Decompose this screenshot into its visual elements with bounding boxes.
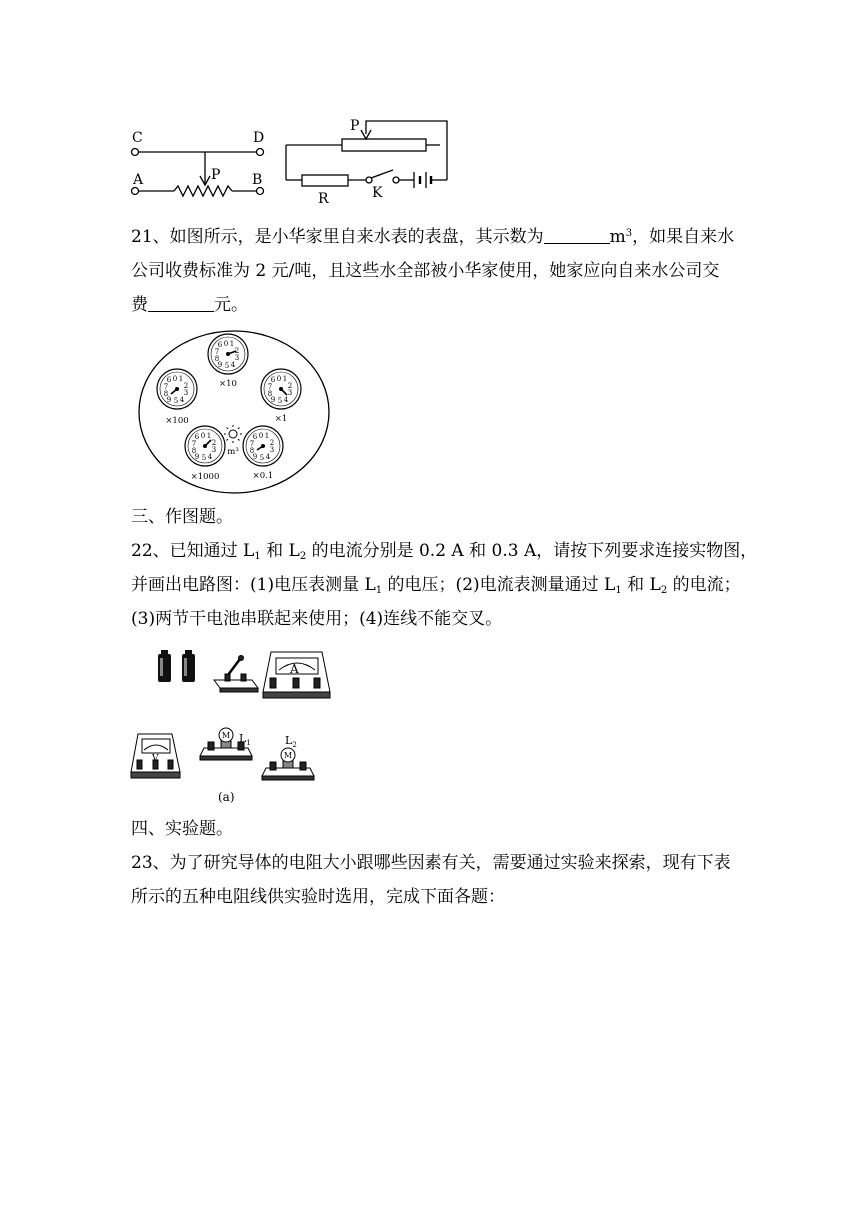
dial-digit: 6	[166, 376, 172, 384]
multiplier-x10: ×10	[219, 379, 237, 389]
q22-line2: 并画出电路图：(1)电压表测量 $L_1$ 的电压；(2)电流表测量通过 $L_1$ 和 $L_2$ 的电流；	[131, 575, 741, 596]
label-a: A	[133, 172, 144, 188]
dial-digit: 5	[224, 362, 230, 370]
dial-digit: 0	[276, 375, 282, 383]
q21-line1: 21、如图所示，是小华家里自来水表的表盘，其示数为 $m^3$，如果自来水	[131, 227, 735, 247]
dial-digit: 5	[259, 454, 265, 462]
dial-x1000	[185, 426, 225, 466]
l2-label: $L_2$	[285, 734, 297, 749]
dial-digit: 7	[214, 348, 220, 356]
label-r: R	[318, 191, 329, 207]
dial-x10	[208, 334, 248, 374]
dial-digit: 4	[179, 396, 185, 404]
dial-digit: 5	[201, 454, 207, 462]
dial-digit: 4	[283, 396, 289, 404]
dial-digit: 4	[265, 453, 271, 461]
dial-digit: 1	[264, 432, 270, 440]
dial-digit: 8	[214, 355, 220, 363]
label-c: C	[132, 130, 143, 146]
switch-icon	[214, 656, 258, 693]
label-p-right: P	[350, 118, 360, 134]
dial-digit: 5	[277, 397, 283, 405]
dial-digit: 3	[211, 446, 217, 454]
dial-digit: 3	[287, 389, 293, 397]
dial-digit: 8	[249, 447, 255, 455]
answer-blank-volume[interactable]	[544, 227, 610, 244]
meter-unit: m³	[227, 447, 239, 457]
dial-digit: 6	[252, 433, 258, 441]
l1-label: $L_1$	[239, 732, 251, 747]
dial-digit: 4	[230, 361, 236, 369]
q22-line3: (3)两节干电池串联起来使用；(4)连线不能交叉。	[131, 609, 503, 629]
dial-digit: 6	[217, 341, 223, 349]
dial-x100	[157, 369, 197, 409]
dial-digit: 7	[267, 383, 273, 391]
q23-line1: 23、为了研究导体的电阻大小跟哪些因素有关，需要通过实验来探索，现有下表	[131, 853, 731, 873]
dial-digit: 0	[223, 340, 229, 348]
multiplier-x1000: ×1000	[190, 472, 220, 482]
answer-blank-fee[interactable]	[148, 295, 214, 312]
label-d: D	[253, 130, 265, 146]
dial-digit: 0	[200, 432, 206, 440]
dial-digit: 9	[217, 361, 223, 369]
dial-digit: 0	[258, 432, 264, 440]
battery-icon	[182, 650, 195, 682]
dial-digit: 1	[178, 375, 184, 383]
multiplier-x1: ×1	[274, 414, 288, 424]
battery-icon	[158, 650, 171, 682]
dial-digit: 2	[287, 382, 293, 390]
dial-digit: 6	[194, 433, 200, 441]
dial-digit: 0	[172, 375, 178, 383]
dial-digit: 5	[173, 397, 179, 405]
dial-digit: 2	[183, 382, 189, 390]
dial-digit: 7	[191, 440, 197, 448]
multiplier-x01: ×0.1	[252, 471, 274, 481]
dial-x1	[261, 369, 301, 409]
dial-digit: 9	[194, 453, 200, 461]
dial-x01	[243, 426, 283, 466]
voltmeter-letter: V	[152, 754, 159, 764]
dial-digit: 1	[282, 375, 288, 383]
figure-caption: (a)	[218, 790, 235, 804]
dial-digit: 3	[234, 354, 240, 362]
dial-digit: 1	[206, 432, 212, 440]
label-b: B	[252, 172, 263, 188]
q23-line2: 所示的五种电阻线供实验时选用，完成下面各题：	[131, 887, 505, 907]
ammeter-letter: A	[290, 662, 299, 676]
q21-line3: 费 元。	[131, 295, 248, 315]
dial-digit: 3	[269, 446, 275, 454]
circuit-components-figure	[128, 644, 338, 804]
dial-digit: 2	[234, 347, 240, 355]
dial-digit: 7	[249, 440, 255, 448]
water-meter-figure	[136, 328, 332, 496]
q22-line1: 22、已知通过 $L_1$ 和 $L_2$ 的电流分别是 0.2 A 和 0.3 A，请按下列要求连接实物图，	[131, 541, 758, 562]
q21-line2: 公司收费标准为 2 元/吨，且这些水全部被小华家使用，她家应向自来水公司交	[131, 261, 720, 281]
sun-icon	[224, 425, 242, 443]
dial-digit: 7	[163, 383, 169, 391]
rheostat-figure	[128, 112, 458, 208]
dial-digit: 4	[207, 453, 213, 461]
dial-digit: 8	[163, 390, 169, 398]
label-k: K	[372, 185, 383, 201]
bulb-l1-label: M	[221, 731, 231, 740]
section-4-heading: 四、实验题。	[131, 819, 233, 839]
bulb-l2-label: M	[283, 751, 293, 760]
label-p-left: P	[211, 167, 221, 183]
multiplier-x100: ×100	[165, 416, 189, 426]
dial-digit: 2	[269, 439, 275, 447]
dial-digit: 6	[270, 376, 276, 384]
dial-digit: 9	[252, 453, 258, 461]
dial-digit: 3	[183, 389, 189, 397]
dial-digit: 1	[229, 340, 235, 348]
dial-digit: 2	[211, 439, 217, 447]
dial-digit: 8	[267, 390, 273, 398]
dial-digit: 9	[166, 396, 172, 404]
dial-digit: 8	[191, 447, 197, 455]
dial-digit: 9	[270, 396, 276, 404]
section-3-heading: 三、作图题。	[131, 507, 233, 527]
